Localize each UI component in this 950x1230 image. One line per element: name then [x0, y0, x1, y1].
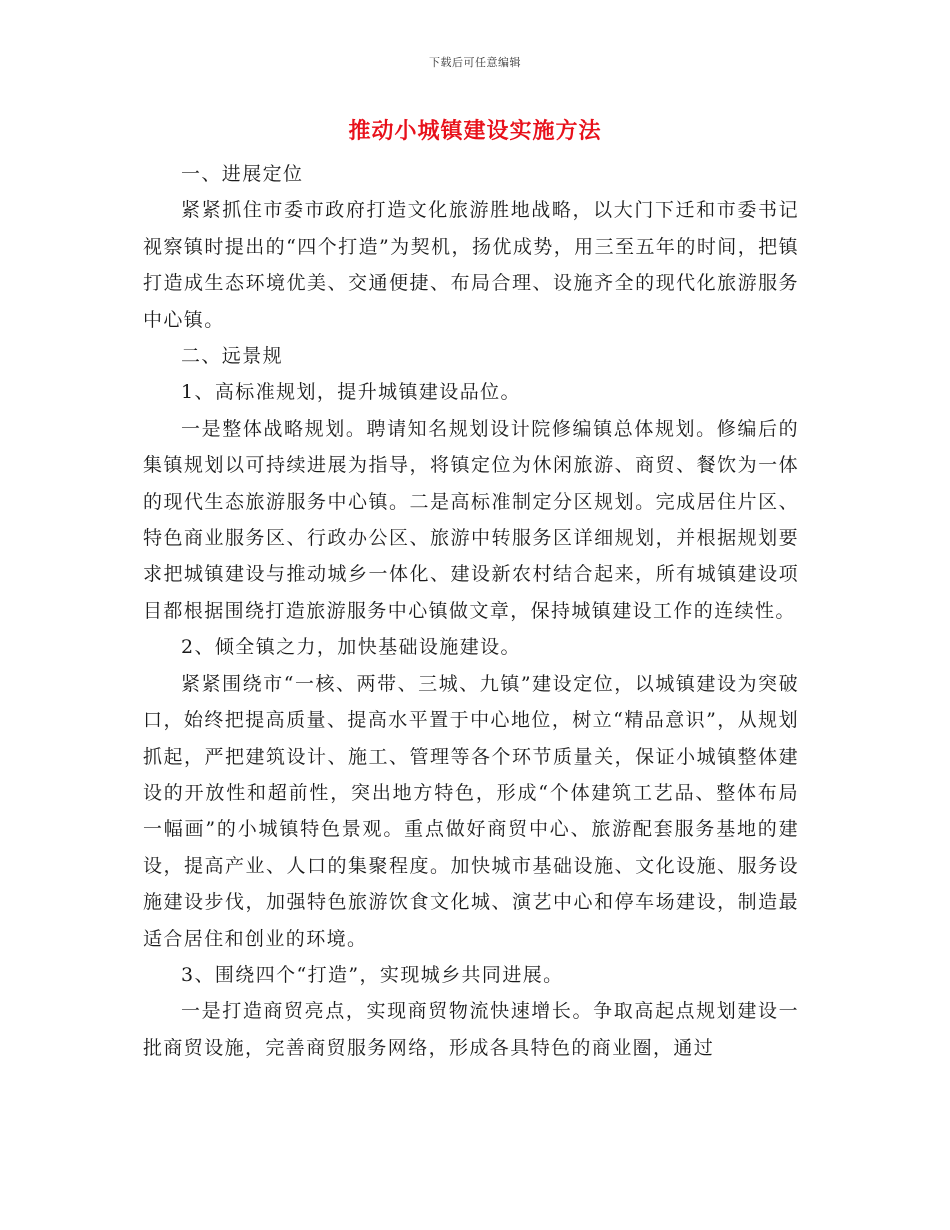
paragraph-commerce: 一是打造商贸亮点，实现商贸物流快速增长。争取高起点规划建设一批商贸设施，完善商贸服务网络，形成各具特色的商业圈，通过 — [143, 1000, 799, 1059]
subheading-four-builds: 3、围绕四个“打造”，实现城乡共同进展。 — [181, 963, 564, 986]
subheading-infrastructure: 2、倾全镇之力，加快基础设施建设。 — [181, 636, 521, 659]
header-note: 下载后可任意编辑 — [429, 56, 521, 69]
document-title: 推动小城镇建设实施方法 — [348, 118, 602, 144]
paragraph-planning: 一是整体战略规划。聘请知名规划设计院修编镇总体规划。修编后的集镇规划以可持续进展为指导，将镇定位为休闲旅游、商贸、餐饮为一体的现代生态旅游服务中心镇。二是高标准制定分区规划。完成居住片区、特色商业服务区、行政办公区、旅游中转服务区详细规划，并根据规划要求把城镇建设与推动城乡一体化、建设新农村结合起来，所有城镇建设项目都根据围绕打造旅游服务中心镇做文章，保持城镇建设工作的连续性。 — [143, 417, 799, 622]
section-heading-vision: 二、远景规 — [181, 345, 284, 368]
section-heading-positioning: 一、进展定位 — [181, 163, 304, 185]
paragraph-infrastructure: 紧紧围绕市“一核、两带、三城、九镇”建设定位，以城镇建设为突破口，始终把提高质量、提高水平置于中心地位，树立“精品意识”，从规划抓起，严把建筑设计、施工、管理等各个环节质量关，保证小城镇整体建设的开放性和超前性，突出地方特色，形成“个体建筑工艺品、整体布局一幅画”的小城镇特色景观。重点做好商贸中心、旅游配套服务基地的建设，提高产业、人口的集聚程度。加快城市基础设施、文化设施、服务设施建设步伐，加强特色旅游饮食文化城、演艺中心和停车场建设，制造最适合居住和创业的环境。 — [143, 672, 799, 950]
paragraph-positioning: 紧紧抓住市委市政府打造文化旅游胜地战略，以大门下迁和市委书记视察镇时提出的“四个打造”为契机，扬优成势，用三至五年的时间，把镇打造成生态环境优美、交通便捷、布局合理、设施齐全的现代化旅游服务中心镇。 — [143, 199, 799, 331]
document-body — [143, 156, 799, 1066]
subheading-planning: 1、高标准规划，提升城镇建设品位。 — [181, 381, 521, 404]
